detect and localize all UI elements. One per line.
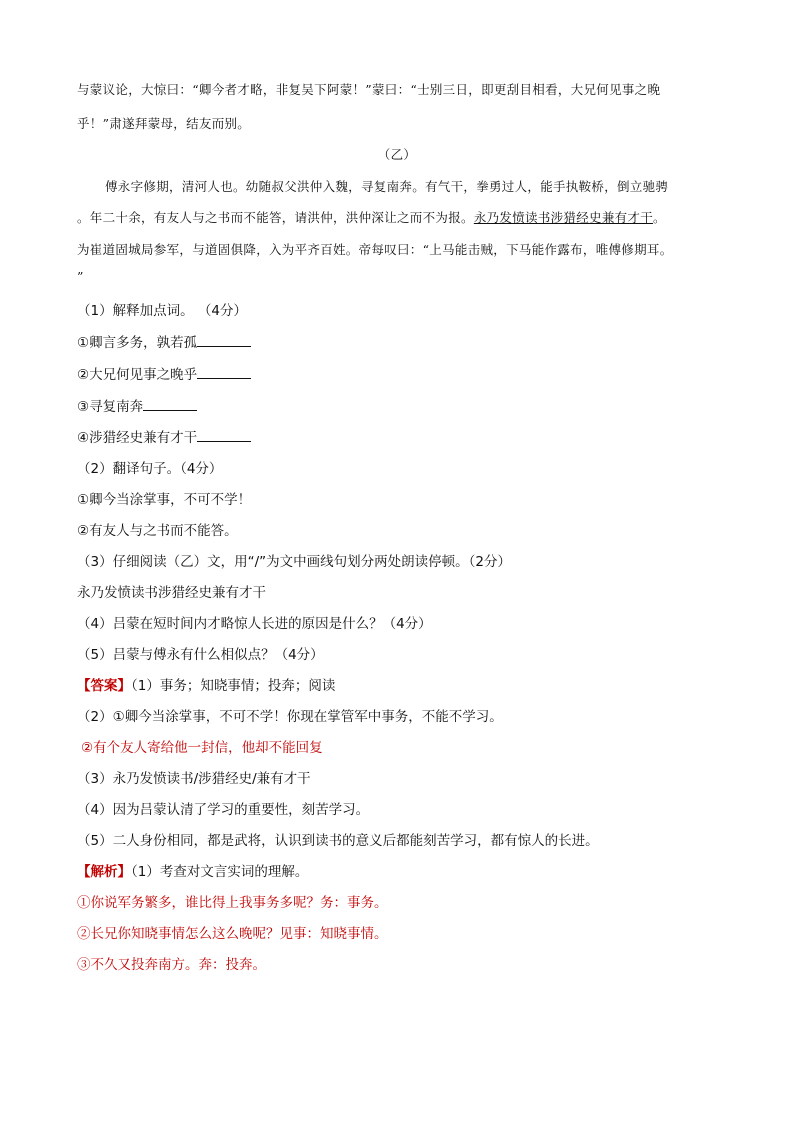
passage-yi-line-2-before: 。年二十余，有友人与之书而不能答，请洪仲，洪仲深让之而不为报。 [77,210,474,225]
answer-5: （5）二人身份相同，都是武将，认识到读书的意义后都能刻苦学习，都有惊人的长进。 [77,833,599,849]
answer-blank [197,333,251,347]
answer-2-1: （2）①卿今当涂掌事，不可不学！你现在掌管军中事务，不能不学习。 [77,709,503,725]
answer-4: （4）因为吕蒙认清了学习的重要性，刻苦学习。 [77,802,370,818]
passage-yi-line-2 [77,208,666,228]
answer-label: 【答案】 [77,678,131,694]
passage-yi-line-3: 为崔道固城局参军，与道固俱降，入为平齐百姓。帝每叹曰：“上马能击贼，下马能作露布，唯傅修期耳。 [77,242,673,257]
analysis-line-1 [77,862,308,882]
question-1-item-4: ④涉猎经史兼有才干 [77,428,251,448]
answer-3: （3）永乃发愤读书/涉猎经史/兼有才干 [77,771,311,787]
answer-blank [197,365,251,379]
analysis-item-1: ①你说军务繁多，谁比得上我事务多呢？务：事务。 [77,895,388,911]
analysis-item-3: ③不久又投奔南方。奔：投奔。 [77,957,266,973]
question-2-item-1: ①卿今当涂掌事，不可不学！ [77,492,252,508]
question-1-item-1: ①卿言多务，孰若孤 [77,333,251,353]
passage-jia-line-2: 乎！”肃遂拜蒙母，结友而别。 [77,116,251,131]
question-4: （4）吕蒙在短时间内才略惊人长进的原因是什么？（4分） [77,616,432,632]
analysis-label: 【解析】 [77,864,131,880]
question-1-item-2: ②大兄何见事之晚乎 [77,365,251,385]
passage-jia-line-1: 与蒙议论，大惊曰：“卿今者才略，非复吴下阿蒙！”蒙曰：“士别三日，即更刮目相看，大兄何见事之晚 [77,82,661,97]
question-1-item-3: ③寻复南奔 [77,397,197,417]
passage-yi-heading: （乙） [377,147,417,162]
analysis-intro: （1）考查对文言实词的理解。 [131,864,309,880]
answer-2-2: ②有个友人寄给他一封信，他却不能回复 [81,740,323,756]
question-1: （1）解释加点词。 （4分） [77,303,247,319]
passage-yi-line-1: 傅永字修期，清河人也。幼随叔父洪仲入魏，寻复南奔。有气干，拳勇过人，能手执鞍桥，倒立驰骋 [105,179,669,194]
passage-yi-line-2-after: 。 [653,210,666,225]
question-3-sentence: 永乃发愤读书涉猎经史兼有才干 [77,585,266,601]
underlined-sentence: 永乃发愤读书涉猎经史兼有才干 [473,210,654,225]
passage-yi-line-4: ” [77,269,84,284]
question-2: （2）翻译句子。（4分） [77,461,223,477]
analysis-item-2: ②长兄你知晓事情怎么这么晚呢？见事：知晓事情。 [77,926,388,942]
answer-blank [143,397,197,411]
answer-blank [197,428,251,442]
question-3: （3）仔细阅读（乙）文，用“/”为文中画线句划分两处朗读停顿。（2分） [77,554,511,570]
question-2-item-2: ②有友人与之书而不能答。 [77,523,238,539]
answer-1: （1）事务；知晓事情；投奔；阅读 [131,678,336,694]
question-5: （5）吕蒙与傅永有什么相似点？（4分） [77,647,324,663]
answer-line-1 [77,676,335,696]
